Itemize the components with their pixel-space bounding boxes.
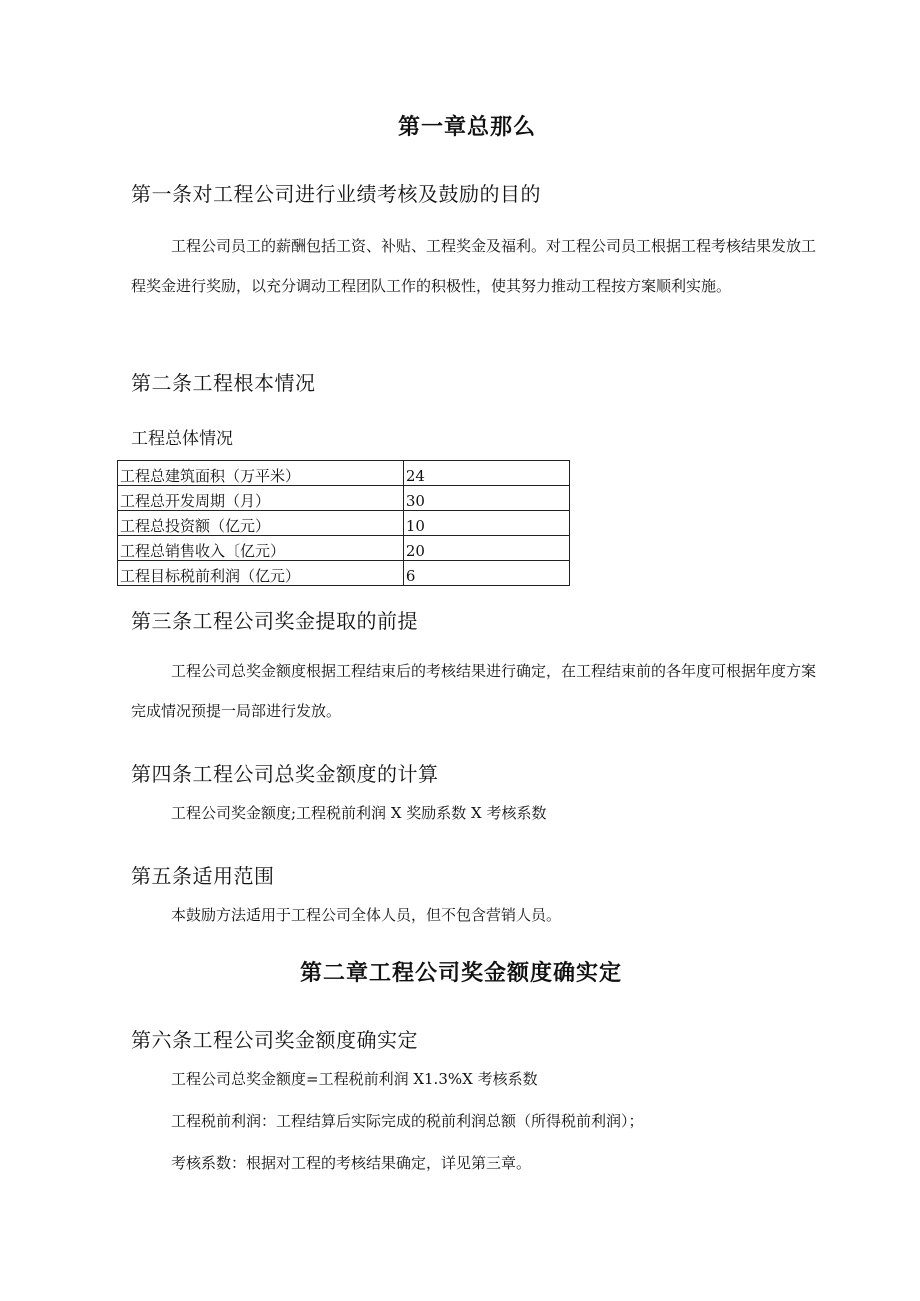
table-cell-label: 工程总开发周期（月） [118,486,404,511]
article-5-title: 第五条适用范围 [131,864,275,888]
article-1-body: 工程公司员工的薪酬包括工资、补贴、工程奖金及福利。对工程公司员工根据工程考核结果发放工程奖金进行奖励，以充分调动工程团队工作的积极性，使其努力推动工程按方案顺利实施。 [131,237,817,295]
chapter-2-title: 第二章工程公司奖金额度确实定 [300,961,623,986]
table-cell-label: 工程总投资额（亿元） [118,511,404,536]
chapter-1-title: 第一章总那么 [398,115,537,140]
article-3-title: 第三条工程公司奖金提取的前提 [131,609,418,633]
article-2-subtitle: 工程总体情况 [131,429,233,449]
table-cell-value: 6 [403,561,569,586]
article-6-line-1: 工程公司总奖金额度=工程税前利润 X1.3%X 考核系数 [171,1070,538,1088]
project-overview-table [117,460,570,586]
article-6-title: 第六条工程公司奖金额度确实定 [131,1028,418,1052]
article-1-title: 第一条对工程公司进行业绩考核及鼓励的目的 [131,182,541,206]
article-2-title: 第二条工程根本情况 [131,371,316,395]
article-4-formula: 工程公司奖金额度;工程税前利润 X 奖励系数 X 考核系数 [171,804,547,822]
table-cell-value: 20 [403,536,569,561]
table-row [118,461,570,486]
article-5-body: 本鼓励方法适用于工程公司全体人员，但不包含营销人员。 [171,906,562,924]
table-row [118,486,570,511]
table-cell-value: 30 [403,486,569,511]
table-cell-label: 工程目标税前利润（亿元） [118,561,404,586]
article-6-line-2: 工程税前利润：工程结算后实际完成的税前利润总额（所得税前利润）； [171,1112,644,1130]
table-cell-label: 工程总销售收入〔亿元） [118,536,404,561]
table-cell-value: 10 [403,511,569,536]
table-row [118,511,570,536]
article-3-body: 工程公司总奖金额度根据工程结束后的考核结果进行确定，在工程结束前的各年度可根据年度方案完成情况预提一局部进行发放。 [131,662,817,720]
table-row [118,561,570,586]
table-cell-label: 工程总建筑面积（万平米） [118,461,404,486]
table-row [118,536,570,561]
table-cell-value: 24 [403,461,569,486]
article-6-line-3: 考核系数：根据对工程的考核结果确定，详见第三章。 [171,1154,532,1172]
article-4-title: 第四条工程公司总奖金额度的计算 [131,762,439,786]
